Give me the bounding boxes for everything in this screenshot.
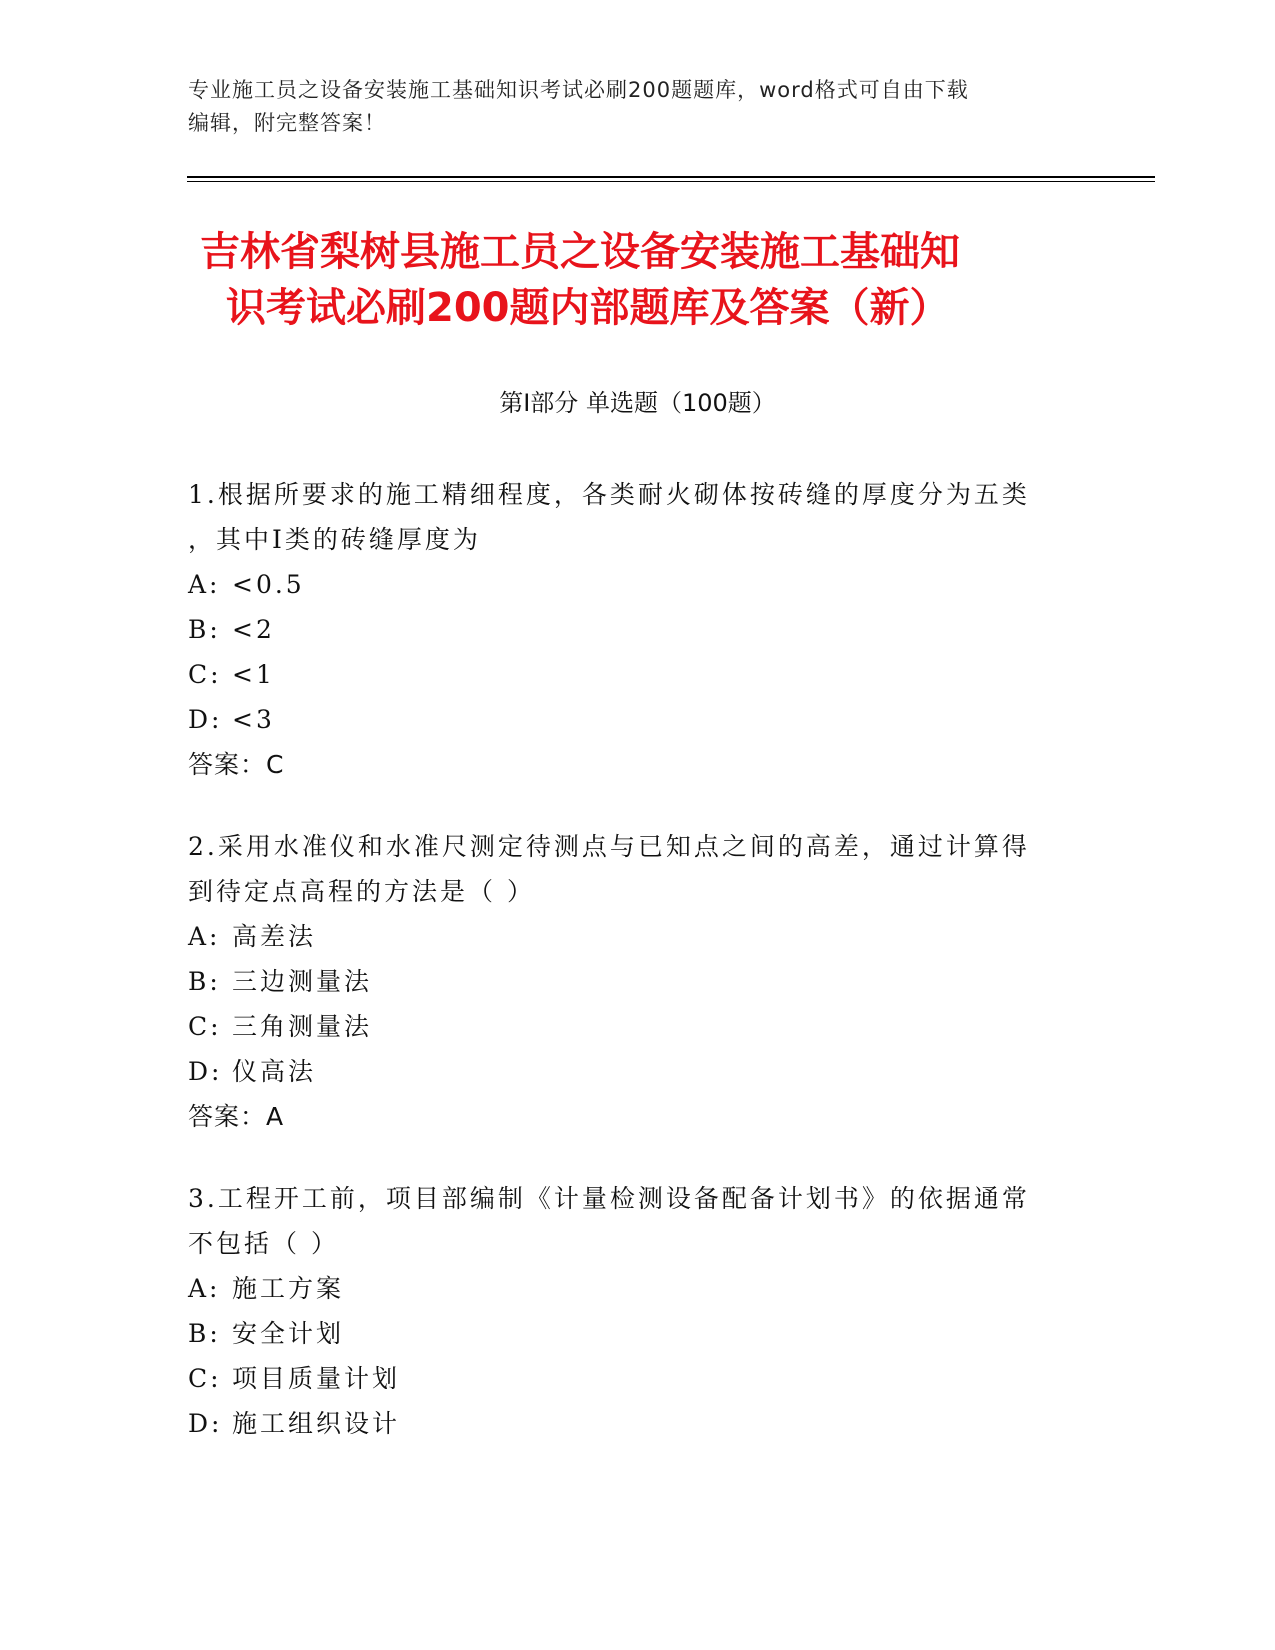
option-text: 施工方案 bbox=[232, 1274, 345, 1303]
option-text: 三边测量法 bbox=[232, 967, 373, 996]
question-2-text-line-2: 到待定点高程的方法是（ ） bbox=[188, 877, 535, 906]
option-label: B: bbox=[188, 967, 221, 996]
question-list bbox=[188, 472, 1068, 1483]
option-label: D: bbox=[188, 705, 223, 734]
header-divider-thick bbox=[187, 176, 1155, 178]
option-label: B: bbox=[188, 1319, 221, 1348]
question-2 bbox=[188, 824, 1068, 1139]
title-line-1: 吉林省梨树县施工员之设备安装施工基础知 bbox=[200, 229, 960, 275]
option-label: C: bbox=[188, 1364, 222, 1393]
question-3-option-a bbox=[188, 1266, 1068, 1311]
option-label: C: bbox=[188, 660, 222, 689]
question-2-text-line-1: 2.采用水准仪和水准尺测定待测点与已知点之间的高差，通过计算得 bbox=[188, 832, 1030, 861]
question-3-option-b bbox=[188, 1311, 1068, 1356]
question-1-text-line-2: ，其中Ⅰ类的砖缝厚度为 bbox=[188, 525, 481, 554]
question-1-option-c bbox=[188, 652, 1068, 697]
option-text: <1 bbox=[232, 660, 275, 689]
option-text: <0.5 bbox=[232, 570, 305, 599]
question-1-option-d bbox=[188, 697, 1068, 742]
option-label: A: bbox=[188, 922, 221, 951]
option-text: 项目质量计划 bbox=[232, 1364, 401, 1393]
question-2-option-a bbox=[188, 914, 1068, 959]
question-1-option-b bbox=[188, 607, 1068, 652]
question-2-option-c bbox=[188, 1004, 1068, 1049]
section-heading: 第Ⅰ部分 单选题（100题） bbox=[499, 389, 776, 417]
title-line-2: 识考试必刷200题内部题库及答案（新） bbox=[226, 285, 950, 331]
header-note-line-2: 编辑，附完整答案！ bbox=[188, 111, 386, 135]
option-text: 施工组织设计 bbox=[232, 1409, 401, 1438]
option-text: 三角测量法 bbox=[232, 1012, 373, 1041]
option-label: D: bbox=[188, 1409, 223, 1438]
question-1-answer: 答案：C bbox=[188, 750, 285, 779]
question-2-answer: 答案：A bbox=[188, 1102, 285, 1131]
question-1-option-a bbox=[188, 562, 1068, 607]
header-note-line-1: 专业施工员之设备安装施工基础知识考试必刷200题题库，word格式可自由下载 bbox=[188, 78, 969, 102]
option-label: C: bbox=[188, 1012, 222, 1041]
question-3-text-line-2: 不包括（ ） bbox=[188, 1229, 339, 1258]
header-note bbox=[188, 74, 1088, 140]
option-text: 安全计划 bbox=[232, 1319, 345, 1348]
document-title bbox=[200, 224, 1100, 336]
question-1 bbox=[188, 472, 1068, 787]
option-text: 高差法 bbox=[232, 922, 317, 951]
option-text: <3 bbox=[232, 705, 275, 734]
header-divider-thin bbox=[187, 181, 1155, 182]
question-3-option-d bbox=[188, 1401, 1068, 1446]
question-3 bbox=[188, 1176, 1068, 1446]
option-label: A: bbox=[188, 570, 221, 599]
option-label: D: bbox=[188, 1057, 223, 1086]
question-3-text-line-1: 3.工程开工前，项目部编制《计量检测设备配备计划书》的依据通常 bbox=[188, 1184, 1030, 1213]
option-text: <2 bbox=[232, 615, 275, 644]
option-label: A: bbox=[188, 1274, 221, 1303]
question-3-option-c bbox=[188, 1356, 1068, 1401]
question-2-option-d bbox=[188, 1049, 1068, 1094]
question-2-option-b bbox=[188, 959, 1068, 1004]
option-label: B: bbox=[188, 615, 221, 644]
question-1-text-line-1: 1.根据所要求的施工精细程度，各类耐火砌体按砖缝的厚度分为五类 bbox=[188, 480, 1030, 509]
option-text: 仪高法 bbox=[232, 1057, 317, 1086]
